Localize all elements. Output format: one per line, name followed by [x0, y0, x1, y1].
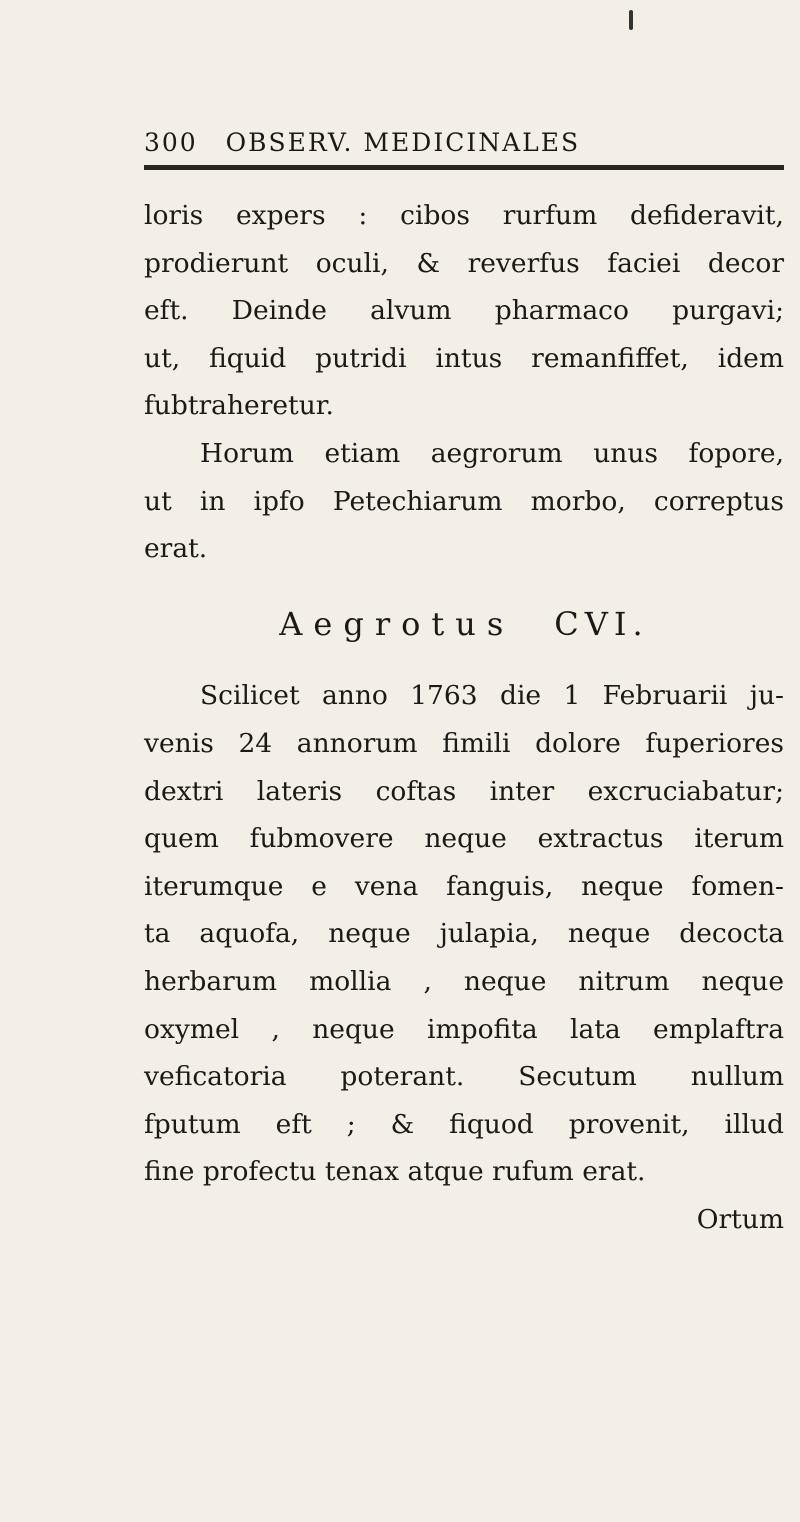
ink-speck — [629, 10, 633, 30]
text-line: prodierunt oculi, & reverfus faciei decor — [144, 247, 784, 279]
text-line: herbarum mollia , neque nitrum neque — [144, 965, 784, 997]
text-line: oxymel , neque impofita lata emplaftra — [144, 1013, 784, 1045]
text-line: fine profectu tenax atque rufum erat. — [144, 1156, 646, 1188]
section-heading — [144, 601, 784, 649]
text-line: venis 24 annorum fimili dolore fuperiores — [144, 727, 784, 759]
text-line: veficatoria poterant. Secutum nullum — [144, 1061, 784, 1093]
text-line: dextri lateris coftas inter excruciabatur; — [144, 775, 784, 807]
header-rule — [144, 165, 784, 170]
section-number: CVI. — [554, 604, 649, 643]
text-line: loris expers : cibos rurfum defideravit, — [144, 200, 784, 231]
text-line: Horum etiam aegrorum unus fopore, — [200, 437, 784, 469]
text-line: eft. Deinde alvum pharmaco purgavi; — [144, 295, 784, 327]
running-head — [144, 128, 784, 157]
page-number: 300 — [144, 128, 198, 157]
text-line: fputum eft ; & fiquod provenit, illud — [144, 1108, 784, 1140]
text-line: ut in ipfo Petechiarum morbo, correptus — [144, 485, 784, 517]
text-line: erat. — [144, 533, 208, 565]
text-line: quem fubmovere neque extractus iterum — [144, 823, 784, 855]
body-text — [144, 192, 784, 1243]
catchword: Ortum — [696, 1203, 784, 1235]
section-title: Aegrotus — [279, 604, 515, 643]
text-line: ut, fiquid putridi intus remanfiffet, idem — [144, 342, 784, 374]
text-line: Scilicet anno 1763 die 1 Februarii ju- — [200, 680, 784, 712]
running-title: OBSERV. MEDICINALES — [225, 128, 581, 157]
text-line: ta aquofa, neque julapia, neque decocta — [144, 918, 784, 950]
text-line: iterumque e vena fanguis, neque fomen- — [144, 870, 784, 902]
text-line: fubtraheretur. — [144, 390, 334, 422]
